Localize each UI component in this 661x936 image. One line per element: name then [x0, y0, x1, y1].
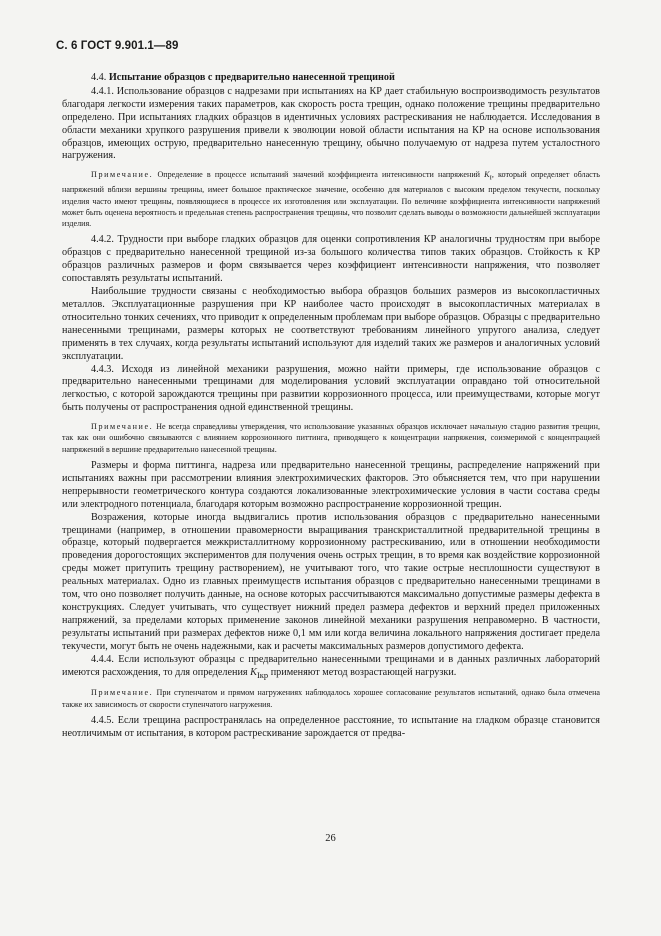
note-1-text-a: Определение в процессе испытаний значений коэффициента интенсивности напряжений: [157, 170, 481, 180]
p444-text-a: 4.4.4. Если используют образцы с предварительно нанесенными трещинами и в данных различных лабораторий имеются расхождения, то для определения: [62, 653, 600, 678]
paragraph-4-4-3: 4.4.3. Исходя из линейной механики разрушения, можно найти примеры, где использование образцов с предварительно нанесенными трещинами для моделирования условий эксплуатации оправдано той относительной легкостью, с которой зарождаются трещины при развитии коррозионного процесса, или преимуществами, которые могут быть получены от распространения одной единственной трещины.: [62, 363, 600, 414]
paragraph-4-4-4: [62, 654, 600, 682]
paragraph-4-4-2-b: Наибольшие трудности связаны с необходимостью выбора образцов больших размеров из высокопластичных металлов. Эксплуатационные разрушения при КР наиболее часто происходят в высокопластичных материалах в относительно тонких сечениях, что приводит к определенным проблемам при выборе образцов. Образцы с предварительно нанесенными трещинами, размеры которых не соответствуют требованиям линейного упругого анализа, следует применять в тех случаях, когда результаты испытаний используют для изделий таких же размеров и аналогичных условий эксплуатации.: [62, 286, 600, 362]
note-3: [62, 687, 600, 710]
symbol-subscript: Ікр: [256, 669, 269, 680]
page-content: [62, 72, 600, 741]
note-label: Примечание.: [91, 422, 154, 432]
paragraph-4-4-5: 4.4.5. Если трещина распространялась на определенное расстояние, то испытание на гладком образце становится неотличимым от испытания, в котором растрескивание зарождается от предва-: [62, 715, 600, 739]
section-title: Испытание образцов с предварительно нанесенной трещиной: [108, 72, 395, 83]
paragraph-4-4-3-b: Размеры и форма питтинга, надреза или предварительно нанесенной трещины, распределение напряжений при испытаниях важны при рассмотрении влияния электрохимических факторов. Это объясняется тем, что при нарушении непрерывности геометрического контура создаются локализованные электрохимические условия в части состава среды или электродного потенциала, благодаря которым возможно распространение коррозионной трещин.: [62, 460, 600, 510]
symbol-k: K: [484, 170, 490, 180]
note-2: [62, 421, 600, 455]
page-number: 26: [325, 833, 336, 844]
paragraph-4-4-1: 4.4.1. Использование образцов с надрезами при испытаниях на КР дает стабильную воспроизводимость результатов благодаря легкости измерения таких параметров, как скорость роста трещин, однако положение трещины предварительно определено. При испытаниях гладких образцов в идентичных условиях растрескивания не наблюдается. Исследования в области механики хрупкого разрушения привели к эволюции новой области испытания на КР на основе использования образцов, имеющих острую, предварительно нанесенную трещину, обычно получаемую от надреза путем усталостного нагружения.: [62, 85, 600, 162]
note-1: [62, 169, 600, 229]
section-number: 4.4.: [91, 72, 107, 83]
symbol-subscript: I: [489, 174, 492, 182]
page-header: С. 6 ГОСТ 9.901.1—89: [56, 40, 179, 52]
note-1-text-b: , который определяет область напряжений вблизи вершины трещины, имеет большое практическое значение, особенно для материалов с высоким пределом текучести, поскольку изделия часто имеют трещины, появляющиеся в процессе их изготовления или эксплуатации. По величине коэффициента интенсивности напряжений может быть оценена вероятность и предельная степень распространения трещины, что позволит сделать выводы о возможности дальнейшей эксплуатации изделия.: [62, 170, 600, 229]
paragraph-4-4-2: 4.4.2. Трудности при выборе гладких образцов для оценки сопротивления КР аналогичны трудностям при выборе образцов с предварительно нанесенной трещиной из-за большого количества типов таких образцов. Стойкость к КР образцов различных размеров и форм связывается через коэффициент интенсивности напряжения, что позволяет сопоставлять результаты испытаний.: [62, 234, 600, 285]
note-label: Примечание.: [91, 688, 154, 698]
paragraph-4-4-3-c: Возражения, которые иногда выдвигались против использования образцов с предварительно нанесенными трещинами (например, в отношении правомерности выращивания транскристаллитной предварительной трещины в образце, который подвергается межкристаллитному коррозионному растрескиванию, или в отношении необходимости проведения дорогостоящих экспериментов для получения очень острых трещин, в то время как воздействие коррозионной среды может притупить трещину растворением), не учитывают того, что такие острые несплошности существуют в реальных материалах. Одно из главных преимуществ испытания образцов с предварительно нанесенными трещинами в том, что оно позволяет получить данные, на основе которых рассчитываются максимально допустимые размеры дефекта в конструкциях. Следует учитывать, что существует нижний предел размера дефектов и верхний предел приложенных напряжений, за пределами которых применение законов линейной механики разрушения неправомерно. В частности, результаты испытаний при размерах дефектов ниже 0,1 мм или когда величина локального напряжения достигает предела текучести, могут быть не очень надежными, как и расчеты максимальных размеров допустимого дефекта.: [62, 511, 600, 652]
section-heading: [62, 72, 600, 85]
note-2-text: Не всегда справедливы утверждения, что использование указанных образцов исключает начальную стадию развития трещин, так как они ошибочно связываются с влиянием коррозионного питтинга, приводящего к концентрации напряжения, соизмеримой с концентрацией напряжений в вершине предварительно нанесенной трещины.: [62, 422, 600, 454]
note-3-text: При ступенчатом и прямом нагружениях наблюдалось хорошее согласование результатов испытаний, однако была отмечена также их зависимость от скорости ступенчатого нагружения.: [62, 688, 600, 709]
p444-text-b: применяют метод возрастающей нагрузки.: [270, 666, 457, 678]
note-label: Примечание.: [91, 170, 154, 180]
symbol-k: K: [250, 666, 257, 678]
